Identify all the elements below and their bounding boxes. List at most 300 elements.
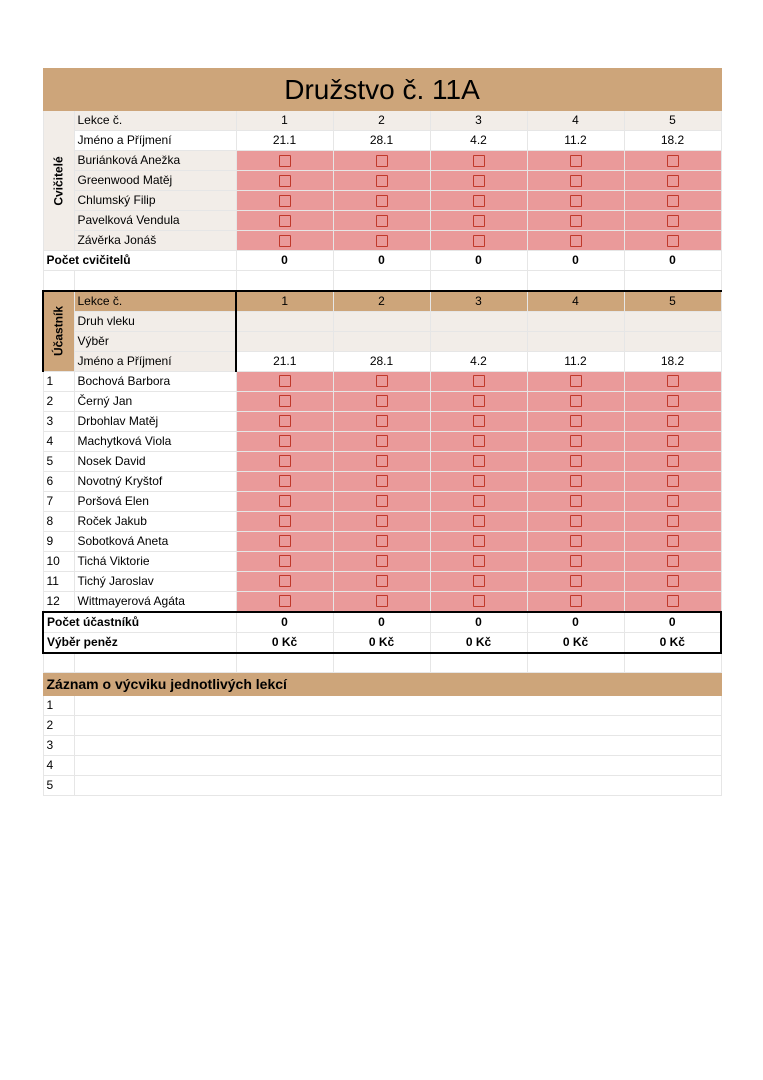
lesson-date: 18.2 <box>624 351 721 371</box>
lesson-number: 4 <box>527 291 624 312</box>
attendance-checkbox[interactable] <box>667 575 679 587</box>
attendance-checkbox[interactable] <box>473 415 485 427</box>
money-collected: 0 Kč <box>333 632 430 653</box>
lesson-number: 1 <box>236 111 333 131</box>
lesson-number: 3 <box>430 291 527 312</box>
instructor-row <box>43 151 721 171</box>
participant-lesson-3-cell <box>430 471 527 491</box>
attendance-checkbox[interactable] <box>570 435 582 447</box>
attendance-checkbox[interactable] <box>279 215 291 227</box>
participant-name: Sobotková Aneta <box>74 531 236 551</box>
attendance-checkbox[interactable] <box>667 555 679 567</box>
attendance-checkbox[interactable] <box>570 455 582 467</box>
participant-number: 6 <box>43 471 74 491</box>
log-row-number: 4 <box>43 756 74 776</box>
instructor-lesson-4-cell <box>527 231 624 251</box>
attendance-checkbox[interactable] <box>667 395 679 407</box>
participant-lesson-4-cell <box>527 411 624 431</box>
participant-lesson-3-cell <box>430 531 527 551</box>
participant-lesson-2-cell <box>333 431 430 451</box>
participant-lesson-1-cell <box>236 531 333 551</box>
participant-number: 12 <box>43 591 74 612</box>
participant-row <box>43 531 721 551</box>
lesson-number: 2 <box>333 111 430 131</box>
spacer-cell <box>333 271 430 291</box>
log-row <box>43 756 721 776</box>
collection-label: Výběr <box>74 331 236 351</box>
attendance-checkbox[interactable] <box>473 495 485 507</box>
participant-number: 8 <box>43 511 74 531</box>
money-collected: 0 Kč <box>527 632 624 653</box>
attendance-checkbox[interactable] <box>376 595 388 607</box>
participant-row <box>43 591 721 612</box>
participant-number: 3 <box>43 411 74 431</box>
instructor-lesson-2-cell <box>333 151 430 171</box>
log-row <box>43 716 721 736</box>
lesson-date: 11.2 <box>527 351 624 371</box>
attendance-checkbox[interactable] <box>570 475 582 487</box>
participant-lesson-5-cell <box>624 551 721 571</box>
participant-lesson-5-cell <box>624 491 721 511</box>
log-row <box>43 776 721 796</box>
log-row-number: 3 <box>43 736 74 756</box>
attendance-checkbox[interactable] <box>570 235 582 247</box>
participant-lesson-5-cell <box>624 371 721 391</box>
attendance-checkbox[interactable] <box>473 375 485 387</box>
participant-lesson-1-cell <box>236 451 333 471</box>
attendance-checkbox[interactable] <box>667 415 679 427</box>
instructor-lesson-5-cell <box>624 231 721 251</box>
spacer-cell <box>43 271 74 291</box>
attendance-checkbox[interactable] <box>279 195 291 207</box>
name-label: Jméno a Příjmení <box>74 131 236 151</box>
participant-lesson-4-cell <box>527 551 624 571</box>
participant-name: Černý Jan <box>74 391 236 411</box>
lesson-date: 4.2 <box>430 131 527 151</box>
attendance-checkbox[interactable] <box>376 555 388 567</box>
participant-lesson-5-cell <box>624 571 721 591</box>
log-row <box>43 736 721 756</box>
participant-lesson-2-cell <box>333 451 430 471</box>
attendance-checkbox[interactable] <box>667 215 679 227</box>
instructor-name: Chlumský Filip <box>74 191 236 211</box>
participant-row <box>43 431 721 451</box>
participant-lesson-1-cell <box>236 571 333 591</box>
instructor-row <box>43 191 721 211</box>
attendance-checkbox[interactable] <box>279 175 291 187</box>
instructor-lesson-3-cell <box>430 191 527 211</box>
participants-section-text: Účastník <box>51 305 66 357</box>
tow-type-cell[interactable] <box>333 311 430 331</box>
log-entry-field[interactable] <box>74 696 721 716</box>
instructor-lesson-2-cell <box>333 191 430 211</box>
participant-lesson-5-cell <box>624 531 721 551</box>
name-label: Jméno a Příjmení <box>74 351 236 371</box>
attendance-checkbox[interactable] <box>279 495 291 507</box>
instructor-count: 0 <box>236 251 333 271</box>
money-collected: 0 Kč <box>430 632 527 653</box>
attendance-checkbox[interactable] <box>667 195 679 207</box>
participant-lesson-5-cell <box>624 411 721 431</box>
participant-lesson-4-cell <box>527 431 624 451</box>
instructor-lesson-1-cell <box>236 231 333 251</box>
attendance-checkbox[interactable] <box>570 215 582 227</box>
instructor-lesson-5-cell <box>624 151 721 171</box>
instructor-lesson-2-cell <box>333 211 430 231</box>
attendance-checkbox[interactable] <box>667 375 679 387</box>
attendance-checkbox[interactable] <box>376 175 388 187</box>
participant-name: Poršová Elen <box>74 491 236 511</box>
participant-count: 0 <box>333 612 430 633</box>
participant-number: 10 <box>43 551 74 571</box>
attendance-checkbox[interactable] <box>473 475 485 487</box>
attendance-checkbox[interactable] <box>473 575 485 587</box>
instructor-lesson-4-cell <box>527 191 624 211</box>
lesson-number: 5 <box>624 111 721 131</box>
attendance-checkbox[interactable] <box>570 195 582 207</box>
participant-lesson-2-cell <box>333 391 430 411</box>
attendance-checkbox[interactable] <box>473 395 485 407</box>
participant-lesson-2-cell <box>333 551 430 571</box>
attendance-checkbox[interactable] <box>279 535 291 547</box>
participant-lesson-3-cell <box>430 391 527 411</box>
attendance-checkbox[interactable] <box>376 515 388 527</box>
money-collected-label: Výběr peněz <box>43 632 236 653</box>
participant-name: Bochová Barbora <box>74 371 236 391</box>
participant-name: Roček Jakub <box>74 511 236 531</box>
attendance-checkbox[interactable] <box>279 395 291 407</box>
participant-count: 0 <box>430 612 527 633</box>
spacer-cell <box>236 271 333 291</box>
attendance-checkbox[interactable] <box>279 435 291 447</box>
participant-lesson-3-cell <box>430 371 527 391</box>
participant-number: 7 <box>43 491 74 511</box>
attendance-table <box>42 68 722 796</box>
instructor-row <box>43 231 721 251</box>
attendance-checkbox[interactable] <box>279 575 291 587</box>
log-row-number: 1 <box>43 696 74 716</box>
attendance-sheet <box>42 68 720 796</box>
attendance-checkbox[interactable] <box>570 575 582 587</box>
participant-count: 0 <box>527 612 624 633</box>
attendance-checkbox[interactable] <box>279 595 291 607</box>
log-entry-field[interactable] <box>74 776 721 796</box>
participant-row <box>43 411 721 431</box>
lesson-date: 21.1 <box>236 131 333 151</box>
instructors-section-text: Cvičitelé <box>51 155 65 206</box>
attendance-checkbox[interactable] <box>570 515 582 527</box>
participant-lesson-3-cell <box>430 571 527 591</box>
attendance-checkbox[interactable] <box>473 435 485 447</box>
lesson-date: 28.1 <box>333 351 430 371</box>
participant-lesson-5-cell <box>624 471 721 491</box>
lesson-label: Lekce č. <box>74 291 236 312</box>
spacer-cell <box>236 653 333 673</box>
spacer-cell <box>527 271 624 291</box>
participant-lesson-1-cell <box>236 591 333 612</box>
lesson-date: 4.2 <box>430 351 527 371</box>
attendance-checkbox[interactable] <box>570 415 582 427</box>
instructor-lesson-2-cell <box>333 231 430 251</box>
page-title: Družstvo č. 11A <box>43 69 721 111</box>
participant-row <box>43 391 721 411</box>
instructor-count: 0 <box>333 251 430 271</box>
tow-type-cell[interactable] <box>624 311 721 331</box>
participant-number: 4 <box>43 431 74 451</box>
participant-row <box>43 511 721 531</box>
attendance-checkbox[interactable] <box>376 375 388 387</box>
participant-count: 0 <box>236 612 333 633</box>
log-entry-field[interactable] <box>74 736 721 756</box>
tow-type-cell[interactable] <box>527 311 624 331</box>
participant-lesson-1-cell <box>236 411 333 431</box>
participant-lesson-4-cell <box>527 491 624 511</box>
attendance-checkbox[interactable] <box>570 375 582 387</box>
instructor-lesson-1-cell <box>236 211 333 231</box>
instructor-count: 0 <box>430 251 527 271</box>
instructor-count: 0 <box>527 251 624 271</box>
log-row-number: 2 <box>43 716 74 736</box>
attendance-checkbox[interactable] <box>279 555 291 567</box>
attendance-checkbox[interactable] <box>279 235 291 247</box>
attendance-checkbox[interactable] <box>279 375 291 387</box>
participant-lesson-3-cell <box>430 511 527 531</box>
spacer-cell <box>430 653 527 673</box>
participant-lesson-4-cell <box>527 591 624 612</box>
attendance-checkbox[interactable] <box>279 515 291 527</box>
participant-lesson-4-cell <box>527 391 624 411</box>
attendance-checkbox[interactable] <box>376 195 388 207</box>
log-section-title: Záznam o výcviku jednotlivých lekcí <box>43 673 721 696</box>
instructor-name: Greenwood Matěj <box>74 171 236 191</box>
attendance-checkbox[interactable] <box>473 535 485 547</box>
attendance-checkbox[interactable] <box>279 475 291 487</box>
attendance-checkbox[interactable] <box>376 435 388 447</box>
attendance-checkbox[interactable] <box>570 175 582 187</box>
log-row <box>43 696 721 716</box>
lesson-number: 3 <box>430 111 527 131</box>
participant-lesson-3-cell <box>430 591 527 612</box>
attendance-checkbox[interactable] <box>667 475 679 487</box>
instructor-lesson-1-cell <box>236 191 333 211</box>
log-entry-field[interactable] <box>74 716 721 736</box>
attendance-checkbox[interactable] <box>279 455 291 467</box>
attendance-checkbox[interactable] <box>376 395 388 407</box>
spacer-cell <box>74 271 236 291</box>
instructor-row <box>43 171 721 191</box>
participant-lesson-3-cell <box>430 491 527 511</box>
attendance-checkbox[interactable] <box>570 595 582 607</box>
attendance-checkbox[interactable] <box>570 535 582 547</box>
participant-lesson-5-cell <box>624 591 721 612</box>
participant-lesson-4-cell <box>527 571 624 591</box>
participant-lesson-5-cell <box>624 451 721 471</box>
instructor-name: Pavelková Vendula <box>74 211 236 231</box>
attendance-checkbox[interactable] <box>376 475 388 487</box>
attendance-checkbox[interactable] <box>473 215 485 227</box>
spacer-cell <box>430 271 527 291</box>
attendance-checkbox[interactable] <box>667 435 679 447</box>
instructor-name: Závěrka Jonáš <box>74 231 236 251</box>
instructor-lesson-3-cell <box>430 151 527 171</box>
participants-section-label <box>43 291 74 372</box>
collection-cell[interactable] <box>527 331 624 351</box>
participant-number: 9 <box>43 531 74 551</box>
attendance-checkbox[interactable] <box>570 155 582 167</box>
lesson-number: 5 <box>624 291 721 312</box>
lesson-date: 18.2 <box>624 131 721 151</box>
attendance-checkbox[interactable] <box>279 155 291 167</box>
participant-lesson-2-cell <box>333 471 430 491</box>
attendance-checkbox[interactable] <box>667 595 679 607</box>
attendance-checkbox[interactable] <box>570 555 582 567</box>
participant-count: 0 <box>624 612 721 633</box>
attendance-checkbox[interactable] <box>667 155 679 167</box>
log-entry-field[interactable] <box>74 756 721 776</box>
spacer-cell <box>624 271 721 291</box>
instructor-row <box>43 211 721 231</box>
spacer-cell <box>333 653 430 673</box>
participant-lesson-4-cell <box>527 371 624 391</box>
participant-lesson-4-cell <box>527 451 624 471</box>
participant-lesson-5-cell <box>624 511 721 531</box>
participant-lesson-2-cell <box>333 571 430 591</box>
attendance-checkbox[interactable] <box>473 515 485 527</box>
lesson-date: 21.1 <box>236 351 333 371</box>
collection-cell[interactable] <box>430 331 527 351</box>
instructor-lesson-1-cell <box>236 171 333 191</box>
lesson-label: Lekce č. <box>74 111 236 131</box>
instructor-lesson-3-cell <box>430 171 527 191</box>
participant-name: Drbohlav Matěj <box>74 411 236 431</box>
tow-type-cell[interactable] <box>236 311 333 331</box>
attendance-checkbox[interactable] <box>667 175 679 187</box>
spacer-cell <box>527 653 624 673</box>
tow-type-label: Druh vleku <box>74 311 236 331</box>
attendance-checkbox[interactable] <box>570 395 582 407</box>
instructor-name: Buriánková Anežka <box>74 151 236 171</box>
participant-row <box>43 491 721 511</box>
money-collected: 0 Kč <box>624 632 721 653</box>
participant-lesson-1-cell <box>236 511 333 531</box>
spacer-cell <box>43 653 74 673</box>
participant-lesson-1-cell <box>236 491 333 511</box>
participant-number: 5 <box>43 451 74 471</box>
attendance-checkbox[interactable] <box>473 555 485 567</box>
participant-lesson-1-cell <box>236 371 333 391</box>
attendance-checkbox[interactable] <box>667 535 679 547</box>
instructor-count: 0 <box>624 251 721 271</box>
participant-row <box>43 371 721 391</box>
lesson-number: 4 <box>527 111 624 131</box>
participant-number: 11 <box>43 571 74 591</box>
participant-lesson-3-cell <box>430 411 527 431</box>
instructor-lesson-5-cell <box>624 191 721 211</box>
participant-lesson-3-cell <box>430 551 527 571</box>
instructor-lesson-2-cell <box>333 171 430 191</box>
attendance-checkbox[interactable] <box>570 495 582 507</box>
participant-lesson-1-cell <box>236 471 333 491</box>
participant-row <box>43 451 721 471</box>
instructor-lesson-3-cell <box>430 211 527 231</box>
attendance-checkbox[interactable] <box>376 235 388 247</box>
participant-name: Machytková Viola <box>74 431 236 451</box>
participant-lesson-2-cell <box>333 511 430 531</box>
attendance-checkbox[interactable] <box>376 535 388 547</box>
attendance-checkbox[interactable] <box>473 455 485 467</box>
instructor-count-label: Počet cvičitelů <box>43 251 236 271</box>
attendance-checkbox[interactable] <box>376 495 388 507</box>
tow-type-cell[interactable] <box>430 311 527 331</box>
attendance-checkbox[interactable] <box>667 235 679 247</box>
participant-lesson-4-cell <box>527 531 624 551</box>
participant-lesson-5-cell <box>624 431 721 451</box>
instructor-lesson-4-cell <box>527 211 624 231</box>
participant-name: Nosek David <box>74 451 236 471</box>
participant-lesson-4-cell <box>527 471 624 491</box>
instructor-lesson-3-cell <box>430 231 527 251</box>
participant-lesson-2-cell <box>333 531 430 551</box>
attendance-checkbox[interactable] <box>473 155 485 167</box>
spacer-cell <box>74 653 236 673</box>
attendance-checkbox[interactable] <box>667 495 679 507</box>
participant-number: 2 <box>43 391 74 411</box>
participant-row <box>43 551 721 571</box>
attendance-checkbox[interactable] <box>376 455 388 467</box>
spacer-cell <box>624 653 721 673</box>
lesson-date: 28.1 <box>333 131 430 151</box>
participant-name: Tichá Viktorie <box>74 551 236 571</box>
attendance-checkbox[interactable] <box>376 575 388 587</box>
attendance-checkbox[interactable] <box>473 595 485 607</box>
attendance-checkbox[interactable] <box>376 415 388 427</box>
participant-number: 1 <box>43 371 74 391</box>
attendance-checkbox[interactable] <box>473 175 485 187</box>
instructors-section-label <box>43 111 74 251</box>
attendance-checkbox[interactable] <box>279 415 291 427</box>
money-collected: 0 Kč <box>236 632 333 653</box>
participant-lesson-1-cell <box>236 551 333 571</box>
participant-lesson-5-cell <box>624 391 721 411</box>
collection-cell[interactable] <box>333 331 430 351</box>
participant-lesson-2-cell <box>333 411 430 431</box>
participant-row <box>43 471 721 491</box>
attendance-checkbox[interactable] <box>473 235 485 247</box>
participant-row <box>43 571 721 591</box>
instructor-lesson-4-cell <box>527 171 624 191</box>
attendance-checkbox[interactable] <box>376 155 388 167</box>
lesson-date: 11.2 <box>527 131 624 151</box>
participant-lesson-4-cell <box>527 511 624 531</box>
participant-name: Wittmayerová Agáta <box>74 591 236 612</box>
lesson-number: 2 <box>333 291 430 312</box>
attendance-checkbox[interactable] <box>667 455 679 467</box>
collection-cell[interactable] <box>624 331 721 351</box>
participant-name: Tichý Jaroslav <box>74 571 236 591</box>
instructor-lesson-5-cell <box>624 211 721 231</box>
participant-lesson-2-cell <box>333 371 430 391</box>
participant-lesson-1-cell <box>236 431 333 451</box>
participant-lesson-1-cell <box>236 391 333 411</box>
participant-lesson-3-cell <box>430 431 527 451</box>
attendance-checkbox[interactable] <box>376 215 388 227</box>
instructor-lesson-4-cell <box>527 151 624 171</box>
instructor-lesson-1-cell <box>236 151 333 171</box>
collection-cell[interactable] <box>236 331 333 351</box>
attendance-checkbox[interactable] <box>667 515 679 527</box>
attendance-checkbox[interactable] <box>473 195 485 207</box>
participant-count-label: Počet účastníků <box>43 612 236 633</box>
